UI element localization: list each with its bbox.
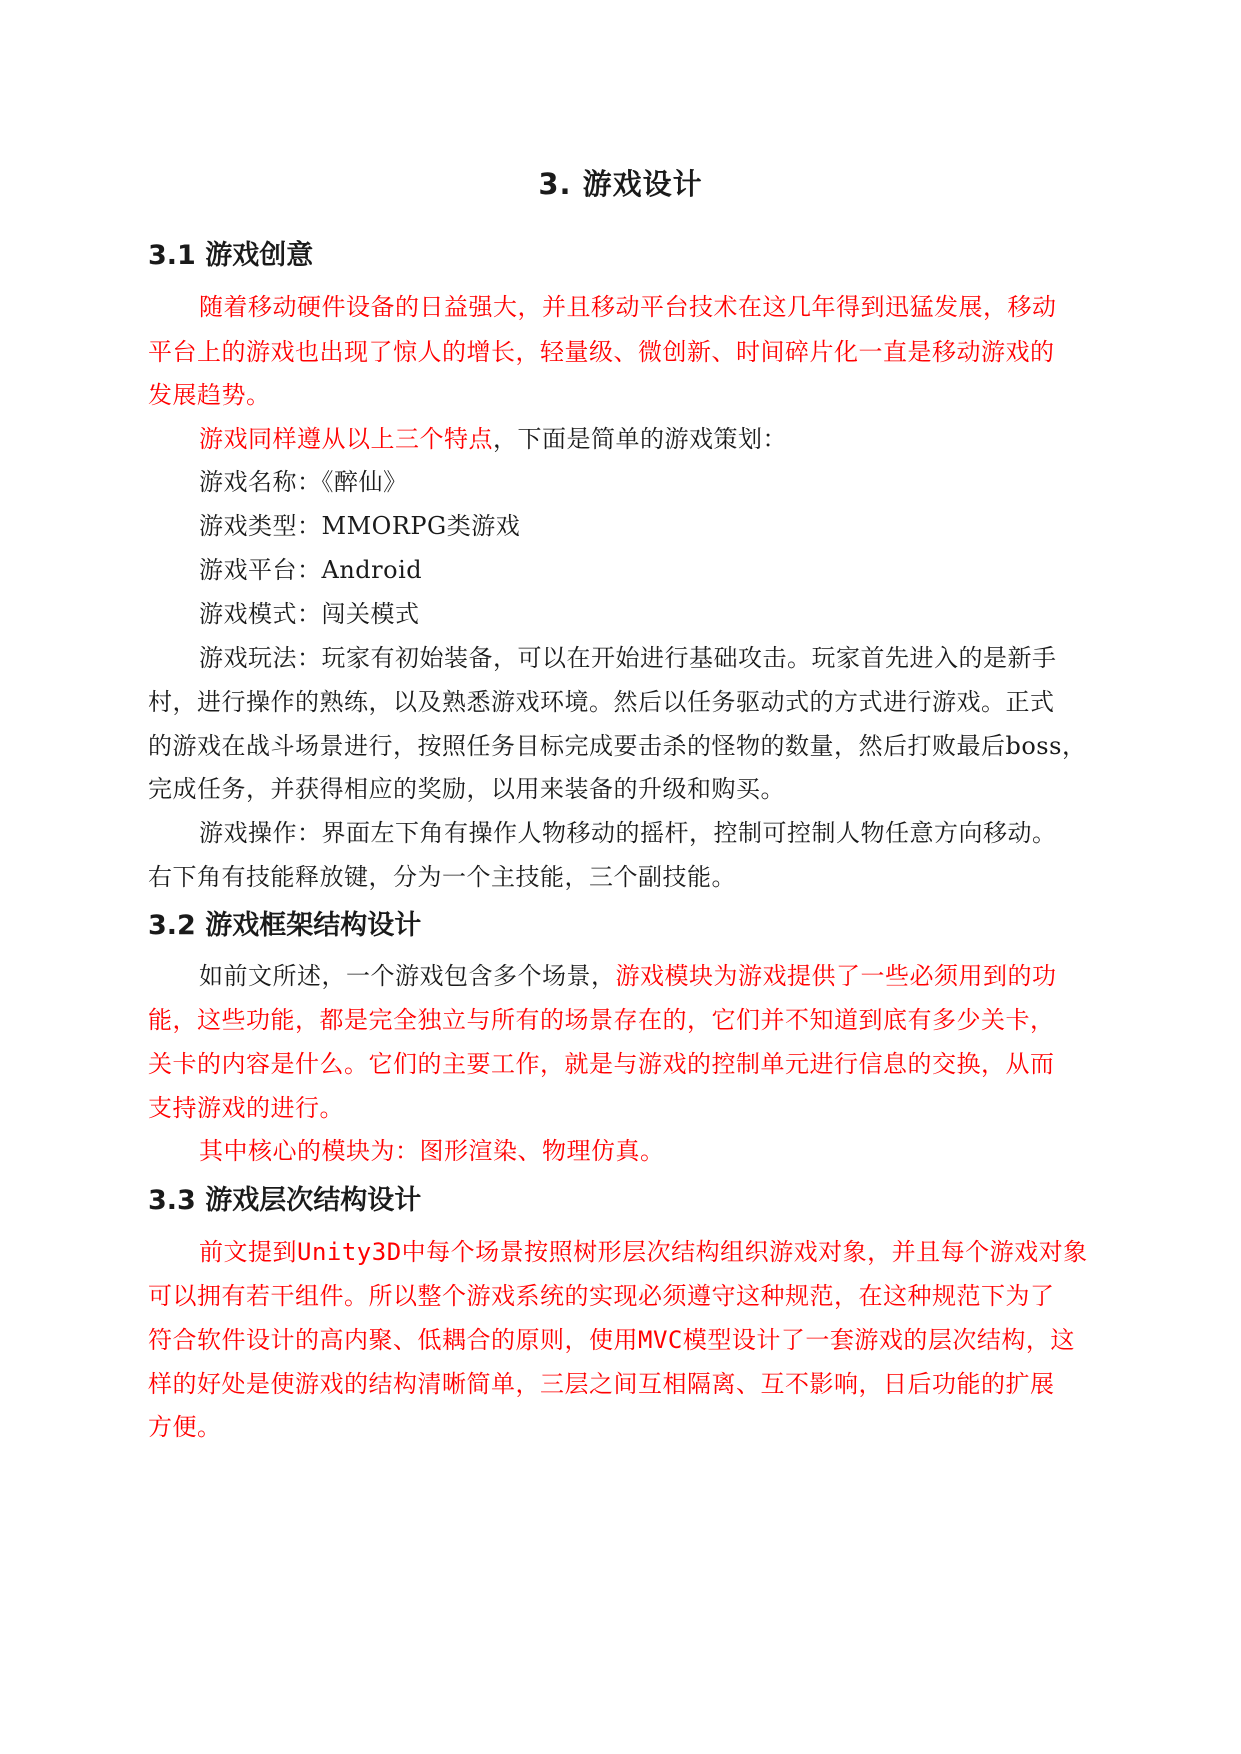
para-3-1-1-line-3: 发展趋势。 [148,381,271,409]
para-3-2-1-line-4: 支持游戏的进行。 [148,1094,344,1122]
section-heading-3-1: 3.1 游戏创意 [148,240,314,271]
game-platform: 游戏平台：Android [199,556,423,584]
para-3-3-line-4: 样的好处是使游戏的结构清晰简单，三层之间互相隔离、互不影响，日后功能的扩展 [148,1370,1055,1398]
para-3-1-2 [199,419,787,454]
para-3-3-line-1-unity: Unity3D [297,1238,402,1266]
para-3-2-1-line-1 [199,956,1057,991]
para-3-1-1-line-1: 随着移动硬件设备的日益强大，并且移动平台技术在这几年得到迅猛发展，移动 [199,293,1057,321]
para-3-3-line-3 [148,1320,1075,1355]
para-3-2-1-line-3: 关卡的内容是什么。它们的主要工作，就是与游戏的控制单元进行信息的交换，从而 [148,1050,1055,1078]
para-3-3-line-3-c: 模型设计了一套游戏的层次结构，这 [682,1326,1075,1354]
section-heading-3-2: 3.2 游戏框架结构设计 [148,910,422,941]
para-3-3-line-5: 方便。 [148,1413,222,1441]
section-heading-3-3: 3.3 游戏层次结构设计 [148,1185,422,1216]
para-3-3-line-1 [199,1232,1088,1267]
para-3-2-1-highlight: 游戏模块为游戏提供了一些必须用到的功 [615,962,1057,990]
game-name: 游戏名称：《醉仙》 [199,468,408,496]
gameplay-line-3: 的游戏在战斗场景进行，按照任务目标完成要击杀的怪物的数量，然后打败最后boss， [148,732,1087,760]
controls-line-2: 右下角有技能释放键，分为一个主技能，三个副技能。 [148,863,736,891]
gameplay-line-2: 村，进行操作的熟练，以及熟悉游戏环境。然后以任务驱动式的方式进行游戏。正式 [148,688,1055,716]
para-3-2-2: 其中核心的模块为：图形渲染、物理仿真。 [199,1137,665,1165]
para-3-2-1-text: 如前文所述，一个游戏包含多个场景， [199,962,616,990]
gameplay-line-1: 游戏玩法：玩家有初始装备，可以在开始进行基础攻击。玩家首先进入的是新手 [199,644,1057,672]
para-3-3-line-3-mvc: MVC [638,1326,683,1354]
para-3-3-line-2: 可以拥有若干组件。所以整个游戏系统的实现必须遵守这种规范，在这种规范下为了 [148,1282,1055,1310]
game-type: 游戏类型：MMORPG类游戏 [199,512,521,540]
para-3-3-line-3-a: 符合软件设计的高内聚、低耦合的原则，使用 [148,1326,638,1354]
para-3-2-1-line-2: 能，这些功能，都是完全独立与所有的场景存在的，它们并不知道到底有多少关卡， [148,1006,1055,1034]
para-3-3-line-1-c: 中每个场景按照树形层次结构组织游戏对象，并且每个游戏对象 [401,1238,1088,1266]
gameplay-line-4: 完成任务，并获得相应的奖励，以用来装备的升级和购买。 [148,775,785,803]
chapter-title: 3. 游戏设计 [538,167,703,201]
game-mode: 游戏模式：闯关模式 [199,600,420,628]
para-3-1-1-line-2: 平台上的游戏也出现了惊人的增长，轻量级、微创新、时间碎片化一直是移动游戏的 [148,338,1055,366]
controls-line-1: 游戏操作：界面左下角有操作人物移动的摇杆，控制可控制人物任意方向移动。 [199,819,1057,847]
para-3-1-2-text: ，下面是简单的游戏策划： [493,425,787,453]
para-3-3-line-1-a: 前文提到 [199,1238,297,1266]
para-3-1-2-highlight: 游戏同样遵从以上三个特点 [199,425,493,453]
